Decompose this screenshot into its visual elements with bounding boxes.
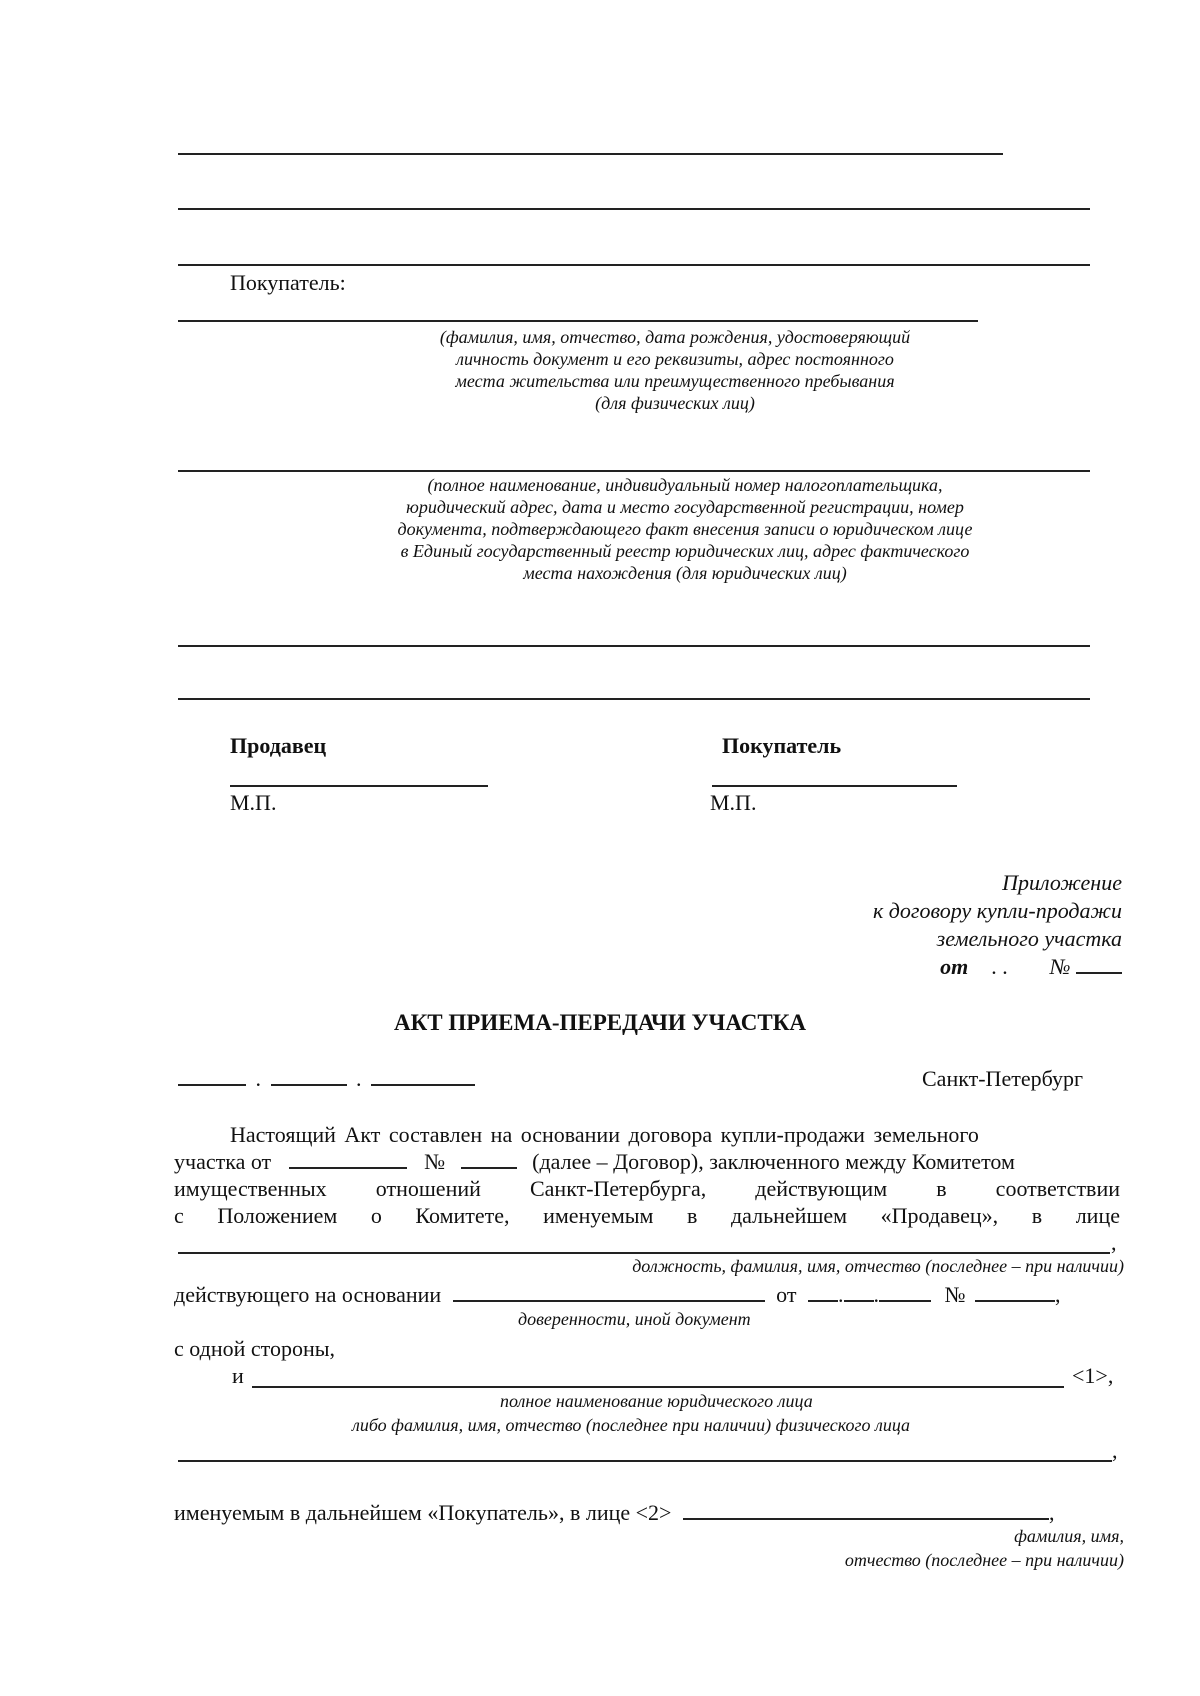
seller-rep-comma: , xyxy=(1111,1230,1117,1255)
comma: , xyxy=(1055,1282,1061,1307)
basis-from: от xyxy=(776,1282,797,1307)
date-year-blank[interactable] xyxy=(371,1066,475,1086)
note-legal-line: (полное наименование, индивидуальный номер налогоплательщика, xyxy=(427,475,943,495)
cap-position: должность, фамилия, имя, отчество (последнее – при наличии) xyxy=(632,1256,1124,1276)
buyer-label: Покупатель: xyxy=(230,270,346,295)
seal-left: М.П. xyxy=(230,790,277,815)
seller-signature-line xyxy=(230,785,488,787)
basis-document-blank[interactable] xyxy=(453,1282,765,1302)
appendix-line-2: к договору купли-продажи xyxy=(872,898,1122,923)
contract-number-blank[interactable] xyxy=(461,1149,517,1169)
seal-right: М.П. xyxy=(710,790,757,815)
buyer-name-line xyxy=(252,1386,1064,1388)
blank-line-5 xyxy=(178,698,1090,700)
p1-line-2 xyxy=(174,1149,1015,1175)
appendix-number-blank[interactable] xyxy=(1076,954,1122,974)
appendix-no: № xyxy=(1049,954,1071,979)
note-individual-line: (для физических лиц) xyxy=(595,393,755,413)
note-individual-line: (фамилия, имя, отчество, дата рождения, удостоверяющий xyxy=(439,327,911,347)
note-legal-line: документа, подтверждающего факт внесения записи о юридическом лице xyxy=(397,519,973,539)
and-word: и xyxy=(232,1363,244,1388)
appendix-line-1: Приложение xyxy=(1002,870,1122,895)
cap-legal-2: либо фамилия, имя, отчество (последнее при наличии) физического лица xyxy=(352,1415,911,1435)
legal-blank-line xyxy=(178,470,1090,472)
appendix-line-3: земельного участка xyxy=(936,926,1122,951)
blank-line-3 xyxy=(178,264,1090,266)
basis-year-blank[interactable] xyxy=(879,1282,931,1302)
ref-1: <1>, xyxy=(1072,1363,1114,1388)
basis-day-blank[interactable] xyxy=(808,1282,838,1302)
appendix-dots: . . xyxy=(991,954,1009,979)
seller-signature-label: Продавец xyxy=(230,733,327,758)
date-sep: . xyxy=(255,1066,261,1091)
appendix-line-4 xyxy=(940,954,1122,980)
buyer-blank-line xyxy=(178,320,978,322)
note-legal-line: места нахождения (для юридических лиц) xyxy=(523,563,847,583)
blank-line-2 xyxy=(178,208,1090,210)
p1-l2-no: № xyxy=(424,1149,446,1174)
date-day-blank[interactable] xyxy=(178,1066,246,1086)
basis-number-blank[interactable] xyxy=(975,1282,1055,1302)
note-legal-line: юридический адрес, дата и место государственной регистрации, номер xyxy=(406,497,964,517)
seller-rep-line xyxy=(178,1252,1110,1254)
appendix-from: от xyxy=(940,954,969,979)
cap-legal-1: полное наименование юридического лица xyxy=(500,1391,813,1411)
cap-fio-2: отчество (последнее – при наличии) xyxy=(844,1550,1124,1570)
buyer-signature-label: Покупатель xyxy=(722,733,842,758)
blank-line-4 xyxy=(178,645,1090,647)
act-city: Санкт-Петербург xyxy=(922,1066,1083,1091)
note-individual-line: личность документ и его реквизиты, адрес постоянного xyxy=(456,349,894,369)
p1-line-1: Настоящий Акт составлен на основании договора купли-продажи земельного xyxy=(230,1122,979,1147)
named-buyer-text: именуемым в дальнейшем «Покупатель», в лице <2> xyxy=(174,1500,672,1525)
basis-no: № xyxy=(944,1282,966,1307)
p1-line-3: имущественных отношений Санкт-Петербурга, действующим в соответствии xyxy=(174,1176,1120,1201)
p1-l2-a: участка от xyxy=(174,1149,272,1174)
cap-proxy: доверенности, иной документ xyxy=(518,1309,751,1329)
blank-line-1 xyxy=(178,153,1003,155)
act-title: АКТ ПРИЕМА-ПЕРЕДАЧИ УЧАСТКА xyxy=(393,1010,807,1035)
act-date[interactable] xyxy=(178,1066,475,1092)
note-legal-line: в Единый государственный реестр юридических лиц, адрес фактического xyxy=(400,541,970,561)
note-individual-line: места жительства или преимущественного пребывания xyxy=(455,371,895,391)
p1-line-4: с Положением о Комитете, именуемым в дальнейшем «Продавец», в лице xyxy=(174,1203,1120,1228)
basis-month-blank[interactable] xyxy=(844,1282,874,1302)
note-legal xyxy=(340,474,1030,584)
acting-basis-line xyxy=(174,1282,1061,1308)
date-sep: . xyxy=(838,1282,844,1307)
one-side: с одной стороны, xyxy=(174,1336,336,1361)
note-individual xyxy=(380,326,970,414)
buyer-name-comma: , xyxy=(1112,1438,1118,1463)
date-sep: . xyxy=(873,1282,879,1307)
contract-date-blank[interactable] xyxy=(289,1149,407,1169)
cap-fio-1: фамилия, имя, xyxy=(1014,1526,1124,1546)
date-month-blank[interactable] xyxy=(271,1066,347,1086)
comma: , xyxy=(1048,1500,1055,1525)
acting-basis-text: действующего на основании xyxy=(174,1282,442,1307)
buyer-signature-line xyxy=(712,785,957,787)
buyer-rep-blank[interactable] xyxy=(683,1500,1049,1520)
named-buyer-line xyxy=(174,1500,1054,1526)
p1-l2-b: (далее – Договор), заключенного между Комитетом xyxy=(532,1149,1015,1174)
date-sep: . xyxy=(356,1066,362,1091)
buyer-name-line-2 xyxy=(178,1460,1112,1462)
